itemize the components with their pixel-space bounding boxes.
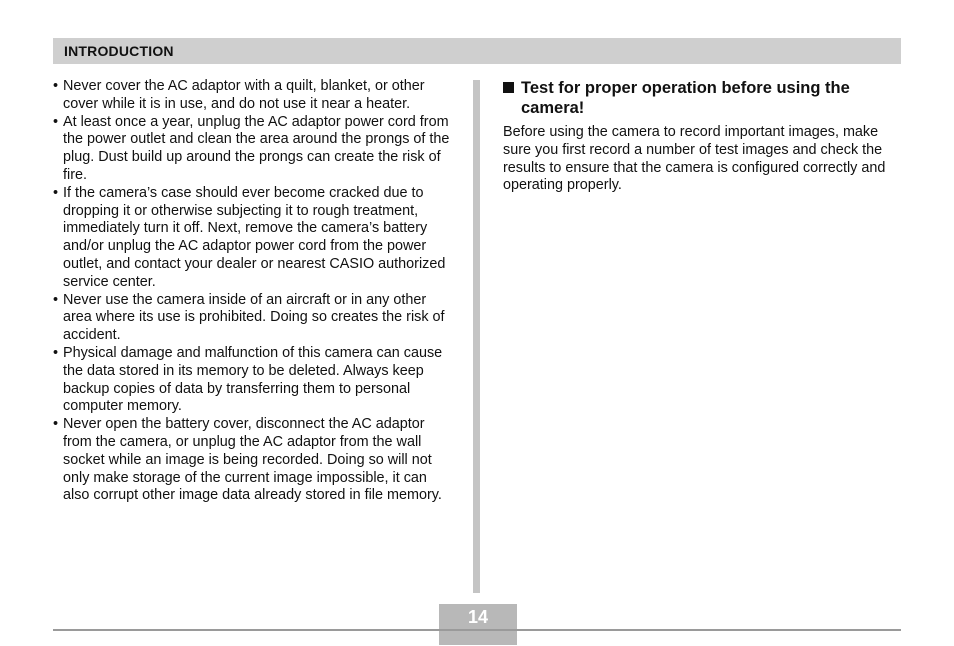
section-header-bar (53, 38, 901, 64)
list-item (53, 78, 453, 114)
bullet-icon: • (53, 78, 59, 94)
bullet-icon: • (53, 416, 59, 433)
bullet-icon: • (53, 184, 59, 201)
column-divider (473, 80, 480, 593)
filled-square-icon (503, 82, 514, 93)
list-item (53, 416, 453, 505)
list-item (53, 185, 453, 292)
left-column (53, 78, 453, 505)
list-item-text: At least once a year, unplug the AC adaptor power cord from the power outlet and clean the area around the prongs of the plug. Dust build up around the prongs can create the risk of fire. (63, 113, 450, 183)
page-number: 14 (467, 607, 489, 627)
list-item (53, 345, 453, 416)
bullet-icon: • (53, 291, 59, 308)
list-item (53, 292, 453, 345)
list-item (53, 114, 453, 185)
safety-bullet-list (53, 78, 453, 505)
section-heading (503, 78, 903, 118)
page-number-tab-lower (439, 631, 517, 645)
section-heading-text: Test for proper operation before using the camera! (521, 79, 850, 117)
section-body-text: Before using the camera to record important images, make sure you first record a number of test images and check the results to ensure that the camera is configured correctly and operating properly. (503, 124, 886, 194)
list-item-text: Physical damage and malfunction of this camera can cause the data stored in its memory to be deleted. Always keep backup copies of data by transferring them to personal computer memory. (63, 344, 443, 415)
list-item-text: Never use the camera inside of an aircraft or in any other area where its use is prohibited. Doing so creates the risk of accident. (63, 291, 445, 344)
section-header-title: INTRODUCTION (64, 43, 174, 59)
right-column (503, 78, 903, 195)
bullet-icon: • (53, 113, 59, 130)
list-item-text: Never cover the AC adaptor with a quilt, blanket, or other cover while it is in use, and do not use it near a heater. (63, 78, 425, 112)
list-item-text: If the camera’s case should ever become cracked due to dropping it or otherwise subjecting it to rough treatment, immediately turn it off. Next, remove the camera’s battery and/or unplug the AC adaptor power cord from the power outlet, and contact your dealer or nearest CASIO authorized service center. (63, 184, 446, 290)
bullet-icon: • (53, 344, 59, 361)
list-item-text: Never open the battery cover, disconnect the AC adaptor from the camera, or unplug the AC adaptor from the wall socket while an image is being recorded. Doing so will not only make storage of the current image impossible, it can also corrupt other image data already stored in file memory. (63, 416, 442, 504)
